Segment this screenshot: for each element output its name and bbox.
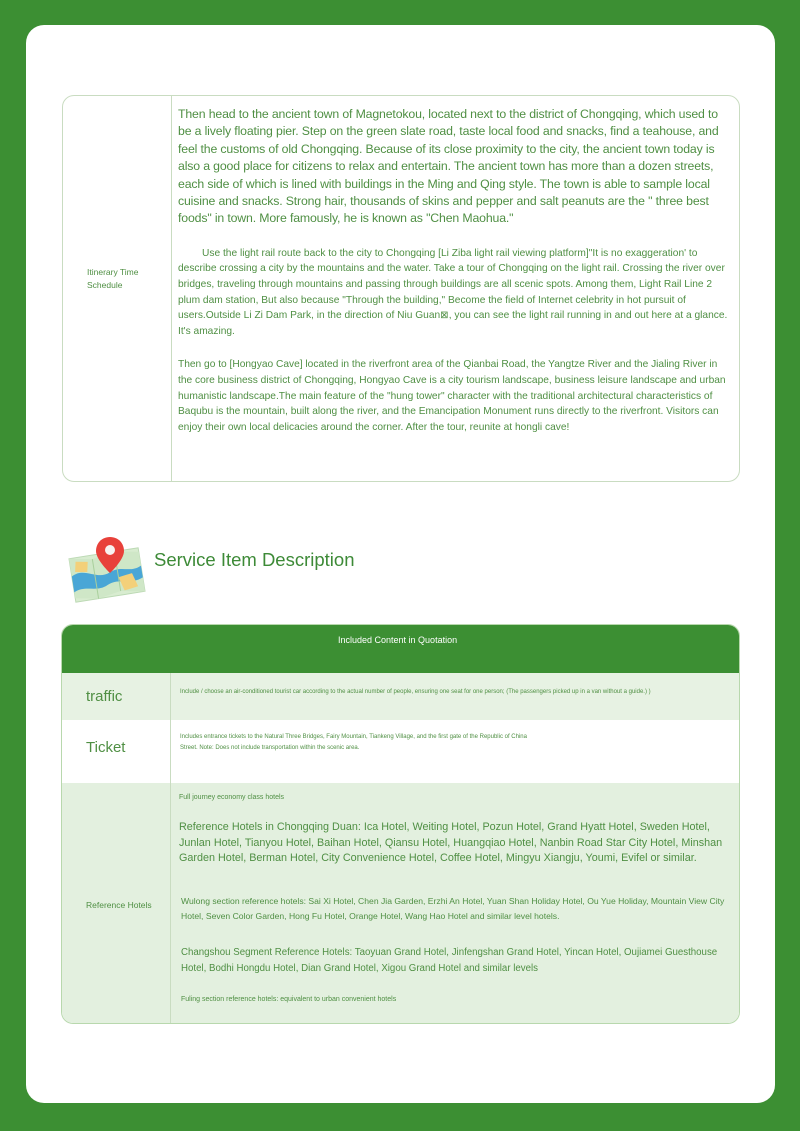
table-row — [62, 783, 739, 1024]
itinerary-table — [62, 95, 740, 482]
hotel-line: Full journey economy class hotels — [179, 794, 285, 801]
section-title: Service Item Description — [154, 549, 355, 570]
table-header — [62, 625, 739, 673]
itinerary-paragraph: Use the light rail route back to the city to Chongqing [Li Ziba light rail viewing platform]"It is no exaggeration' to describe crossing a city by the mountains and the water. Take a tour of Chongqing on the light rail. Crossing the river over bridges, traveling through mountains and passing through buildings are all scenic spots. Among them, Light Rail Line 2 plum dam station, But also because "Through the building," Become the field of Internet celebrity in hot pursuit of users.Outside Li Zi Dam Park, in the direction of Niu Guan⊠, you can see the light rail running in and out here at a glance. It's amazing. — [178, 247, 728, 337]
table-row — [62, 720, 739, 783]
hotel-line: Wulong section reference hotels: Sai Xi Hotel, Chen Jia Garden, Erzhi An Hotel, Yuan Shan Holiday Hotel, Ou Yue Holiday, Mountain View City Hotel, Seven Color Garden, Hong Fu Hotel, Orange Hotel, Wang Hao Hotel and similar level hotels. — [181, 896, 725, 921]
itinerary-paragraph: Then head to the ancient town of Magnetokou, located next to the district of Chongqing, which used to be a lively floating pier. Step on the green slate road, taste local food and snacks, find a teahouse, and feel the customs of old Chongqing. Because of its close proximity to the city, the ancient town today is also a good place for citizens to relax and entertain. The ancient town has more than a dozen streets, each side of which is lined with buildings in the Ming and Qing style. The town is able to sample local cuisine and snacks. Strong hair, thousands of skins and pepper and salt peanuts are the " three best foods" in town. More famously, he is known as "Chen Maohua." — [178, 107, 719, 226]
table-row — [62, 673, 739, 720]
itinerary-label: Itinerary Time Schedule — [87, 267, 139, 290]
row-label: Ticket — [86, 739, 126, 756]
hotel-line: Reference Hotels in Chongqing Duan: Ica Hotel, Weiting Hotel, Pozun Hotel, Grand Hyatt Hotel, Sweden Hotel, Junlan Hotel, Tianyou Hotel, Baihan Hotel, Qiansu Hotel, Huangqiao Hotel, Nanbin Road Star City Hotel, Minshan Garden Hotel, Berman Hotel, City Convenience Hotel, Coffee Hotel, Mingyu Xiangju, Youmi, Evifel or similar. — [179, 821, 723, 864]
service-table — [61, 624, 740, 1024]
table-header-label: Included Content in Quotation — [338, 635, 458, 645]
row-label: Reference Hotels — [86, 900, 152, 910]
column-divider — [171, 96, 172, 481]
row-text: Includes entrance tickets to the Natural Three Bridges, Fairy Mountain, Tiankeng Village, and the first gate of the Republic of China Street. Note: Does not include transportation within the scenic area. — [180, 734, 527, 751]
row-text: Include / choose an air-conditioned tourist car according to the actual number of people, ensuring one seat for one person; (The passengers picked up in a van without a guide.) ) — [180, 689, 651, 695]
column-divider — [170, 783, 171, 1024]
hotel-line: Changshou Segment Reference Hotels: Taoyuan Grand Hotel, Jinfengshan Grand Hotel, Yincan Hotel, Oujiamei Guesthouse Hotel, Bodhi Hongdu Hotel, Dian Grand Hotel, Xigou Grand Hotel and similar levels — [181, 947, 718, 974]
map-pin-icon — [66, 533, 148, 603]
column-divider — [170, 673, 171, 720]
hotel-line: Fuling section reference hotels: equivalent to urban convenient hotels — [181, 996, 397, 1003]
row-label: traffic — [86, 688, 123, 705]
itinerary-content — [178, 106, 733, 435]
column-divider — [170, 720, 171, 783]
itinerary-paragraph: Then go to [Hongyao Cave] located in the riverfront area of the Qianbai Road, the Yangtze River and the Jialing River in the core business district of Chongqing, Hongyao Cave is a city tourism landscape, business leisure landscape and urban humanistic landscape.The main feature of the "hung tower" character with the traditional architectural characteristics of Baqubu is the mountain, built along the river, and the Emancipation Monument runs directly to the riverfront. Visitors can enjoy their own local delicacies around the corner. After the tour, reunite at hongli cave! — [178, 359, 726, 433]
